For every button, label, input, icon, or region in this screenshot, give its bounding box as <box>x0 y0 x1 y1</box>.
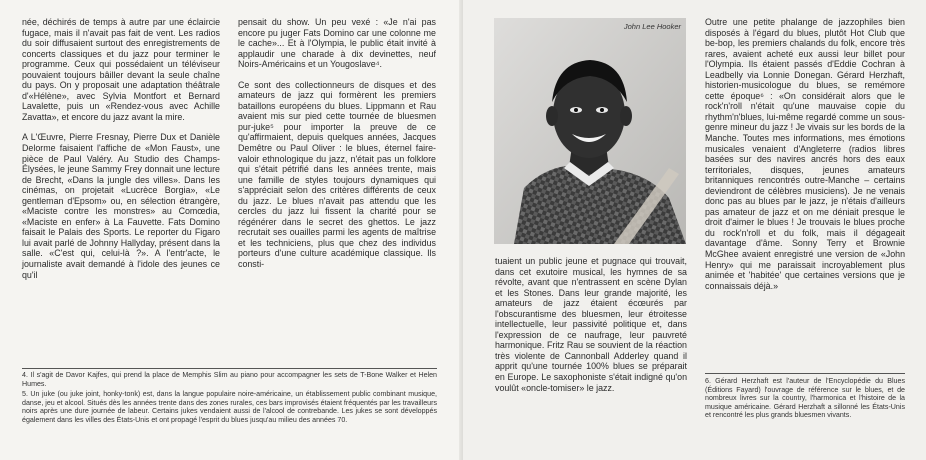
paragraph: A L'Œuvre, Pierre Fresnay, Pierre Dux et Danièle Delorme faisaient l'affiche de «Mon Faust», une pièce de Paul Valéry. Au Studio des Champs-Élysées, le jeune Sammy Frey donnait une lecture de Brecht, «Dans la jungle des villes». Dans les cinémas, on projetait «Lucrèce Borgia», «Le gentleman d'Epsom» ou, en sélection étrangère, «Maciste contre les monstres» au Comœdia, «Maciste en enfer» à La Fauvette. Fats Domino faisait le Palais des Sports. Le reporter du Figaro lui avait parlé de Johnny Hallyday, présent dans la salle. «C'est qui, celui-là ?». A l'entr'acte, le journaliste avait demandé à l'idole des jeunes ce qu'il <box>22 132 220 280</box>
john-lee-hooker-photo <box>494 18 686 244</box>
photo-caption: John Lee Hooker <box>623 22 681 31</box>
portrait-illustration <box>494 18 686 244</box>
left-column-1 <box>22 17 220 280</box>
left-footnotes <box>22 371 437 427</box>
right-column-1 <box>495 256 687 393</box>
footnote-6: 6. Gérard Herzhaft est l'auteur de l'Encyclopédie du Blues (Éditions Fayard) l'ouvrage de référence sur le blues, et de nombreux livres sur la country, l'harmonica et l'histoire de la musique américaine. Gérard Herzhaft a sillonné les États-Unis et rencontré les plus grands bluesmen vivants. <box>705 377 905 420</box>
footnote-divider <box>22 368 437 369</box>
right-column-2 <box>705 17 905 291</box>
paragraph: Outre une petite phalange de jazzophiles bien disposés à l'égard du blues, plutôt Hot Club que be-bop, les premiers chalands du folk, encore très rares, avaient acheté eux aussi leur billet pour l'Olympia. Ils étaient passés d'Eddie Cochran à Leadbelly via Lonnie Donegan. Gérard Herzhaft, historien-musicologue du blues, se remémore cette époque⁶ : «On considérait alors que le rock'n'roll n'était qu'une mauvaise copie du rhythm'n'blues, lui-même regardé comme un sous-genre mineur du jazz ! Je vivais sur les bords de la Manche. Toutes mes informations, mes émotions musicales venaient d'Angleterre (radios libres basées sur des navires ancrés hors des eaux territoriales, disques, jeunes amateurs britanniques rencontrés outre-Manche – certains deviendront de célèbres musiciens). Je ne venais donc pas au blues par le jazz, je n'étais d'ailleurs pas amateur de jazz et on me déniait presque le droit d'aimer le blues ! Je trouvais le blues proche du rock'n'roll et du folk, mais il dégageait davantage d'âme. Sonny Terry et Brownie McGhee avaient enregistré une version de «John Henry» qui me paraissait incroyablement plus animée et 'habitée' que certaines versions que je connaissais déjà.» <box>705 17 905 291</box>
paragraph: tuaient un public jeune et pugnace qui trouvait, dans cet exutoire musical, les hymnes de sa révolte, avant que n'entrassent en scène Dylan et les Stones. Dans leur grande majorité, les amateurs de jazz étaient écœurés par l'obscurantisme des bluesmen, leur étroitesse intellectuelle, leur passivité politique et, dans l'expression de ce naufrage, leur pauvreté harmonique. Fritz Rau se souvient de la réaction très violente de Cannonball Adderley quand il apprit qu'une tournée 100% blues se préparait en Europe. Le saxophoniste s'était indigné qu'on voulût «oncle-tomiser» le jazz. <box>495 256 687 393</box>
paragraph: pensait du show. Un peu vexé : «Je n'ai pas encore pu juger Fats Domino car une colonne me le cache»... Et à l'Olympia, le public était invité à applaudir une charade à dix devinettes, neuf Noirs-Américains et un Yougoslave⁴. <box>238 17 436 70</box>
left-column-2 <box>238 17 436 270</box>
footnote-5: 5. Un juke (ou juke joint, honky-tonk) est, dans la langue populaire noire-américaine, un établissement public combinant musique, danse, jeu et alcool. Situés dès les années trente dans des zones rurales, ces bars improvisés étaient fréquentés par les travailleurs noirs après une dure journée de labeur. Certains jukes vendaient aussi de l'alcool de contrebande. Les jukes se sont développés également dans les villes des États-Unis et ont propagé l'esprit du blues jusqu'au milieu des années 70. <box>22 390 437 424</box>
right-footnotes <box>705 377 905 422</box>
paragraph: Ce sont des collectionneurs de disques et des amateurs de jazz qui formèrent les premiers bataillons européens du blues. Lippmann et Rau avaient mis sur pied cette tournée de bluesmen pur-juke⁵ pour importer la preuve de ce qu'affirmaient, depuis quelques années, Jacques Demêtre ou Paul Oliver : le blues, éternel faire-valoir ethnologique du jazz, n'était pas un folklore qui s'était pétrifié dans les années trente, mais une famille de styles toujours dynamiques qui s'appréciait selon des critères différents de ceux du jazz. Le blues n'avait pas attendu que les cercles du jazz lui fissent la charité pour se régénérer dans le secret des ghettos. Le jazz recrutait ses ouailles parmi les agents de maîtrise et les techniciens, plus que chez des individus porteurs d'une culture académique classique. Ils consti- <box>238 79 436 270</box>
paragraph: née, déchirés de temps à autre par une éclaircie fugace, mais il n'avait pas fait de vent. Les radios du soir diffusaient surtout des enregistrements de concerts classiques et du jazz pour terminer le programme. Ceux qui possédaient un téléviseur pouvaient toujours bâiller devant la seule chaîne du pays. On y proposait une adaptation théâtrale d'«Hélène», avec Sylvia Montfort et Bernard Lavalette, puis un «Rendez-vous avec Achille Zavatta», et encore du jazz avant la mire. <box>22 17 220 122</box>
footnote-divider <box>705 373 905 374</box>
footnote-4: 4. Il s'agit de Davor Kajfes, qui prend la place de Memphis Slim au piano pour accompagner les sets de T-Bone Walker et Helen Humes. <box>22 371 437 388</box>
